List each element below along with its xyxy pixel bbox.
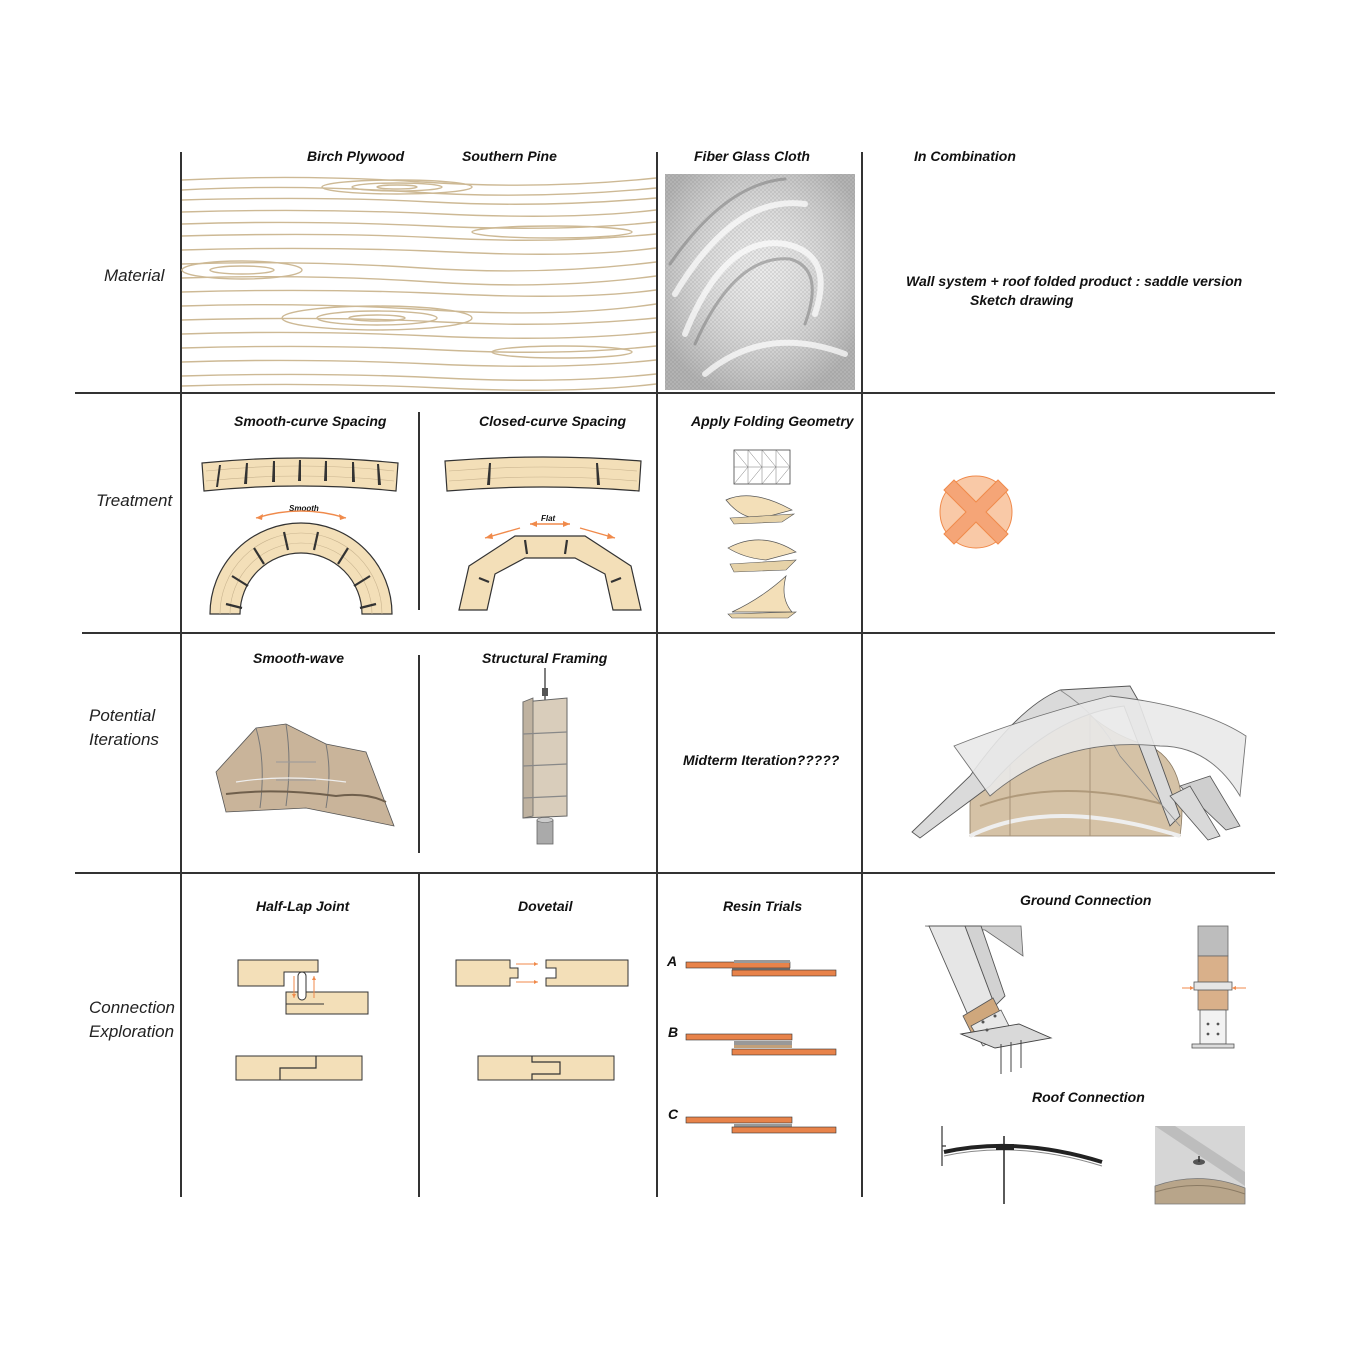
ground-connection-post [1180, 926, 1250, 1050]
resin-label-c: C [668, 1106, 679, 1122]
combination-model [910, 686, 1250, 846]
resin-label-b: B [668, 1024, 679, 1040]
grid-hline-1 [75, 392, 1275, 394]
folding-geometry-sequence [722, 448, 802, 618]
grid-vline-sub-connection [418, 872, 420, 1197]
fiber-glass-cloth-image [665, 174, 855, 390]
header-dovetail: Dovetail [518, 898, 573, 914]
closed-curve-arch [455, 518, 645, 618]
smooth-curve-arch [206, 508, 396, 618]
row-label-connection [89, 996, 175, 1044]
row-label-material: Material [104, 266, 165, 285]
row-label-connection-line2: Exploration [89, 1022, 175, 1041]
combination-note [906, 272, 1242, 310]
dovetail-exploded [454, 956, 634, 992]
grid-vline-sub-treatment [418, 412, 420, 610]
combination-note-line1: Wall system + roof folded product : saddle version [906, 273, 1243, 289]
grid-vline-sub-iterations [418, 655, 420, 853]
row-label-iterations [89, 704, 159, 752]
wood-grain-texture [182, 172, 656, 390]
resin-trial-a [686, 958, 838, 978]
smooth-curve-board [200, 455, 400, 495]
header-smooth-wave: Smooth-wave [253, 650, 345, 666]
header-fiber-glass-cloth: Fiber Glass Cloth [694, 148, 810, 164]
header-ground-connection: Ground Connection [1020, 892, 1152, 908]
row-label-connection-line1: Connection [89, 998, 176, 1017]
roof-connection-detail [1155, 1126, 1245, 1204]
header-closed-curve-spacing: Closed-curve Spacing [479, 413, 627, 429]
resin-label-a: A [667, 953, 678, 969]
grid-vline-2 [656, 152, 658, 1197]
header-resin-trials: Resin Trials [723, 898, 803, 914]
midterm-iteration-label: Midterm Iteration????? [683, 752, 840, 768]
header-birch-plywood: Birch Plywood [307, 148, 405, 164]
flat-tag: Flat [541, 514, 556, 523]
combination-note-line2: Sketch drawing [970, 292, 1074, 308]
row-label-iterations-line1: Potential [89, 706, 156, 725]
x-joint-icon [938, 474, 1014, 550]
row-label-treatment: Treatment [96, 491, 173, 510]
resin-trial-c [686, 1115, 838, 1135]
closed-curve-board [443, 455, 643, 495]
structural-framing-model [515, 668, 575, 848]
half-lap-exploded [236, 958, 376, 1018]
half-lap-assembled [234, 1054, 364, 1084]
grid-vline-3 [861, 152, 863, 1197]
dovetail-assembled [476, 1054, 616, 1084]
header-southern-pine: Southern Pine [462, 148, 557, 164]
header-apply-folding-geometry: Apply Folding Geometry [691, 413, 854, 429]
header-roof-connection: Roof Connection [1032, 1089, 1145, 1105]
header-structural-framing: Structural Framing [482, 650, 608, 666]
header-half-lap-joint: Half-Lap Joint [256, 898, 350, 914]
smooth-tag: Smooth [289, 504, 319, 513]
resin-trial-b [686, 1034, 838, 1060]
roof-connection-section [938, 1126, 1108, 1206]
grid-hline-3 [75, 872, 1275, 874]
header-in-combination: In Combination [914, 148, 1016, 164]
row-label-iterations-line2: Iterations [89, 730, 159, 749]
grid-hline-2 [82, 632, 1275, 634]
smooth-wave-model [216, 722, 396, 832]
ground-connection-angled [925, 926, 1055, 1076]
header-smooth-curve-spacing: Smooth-curve Spacing [234, 413, 387, 429]
